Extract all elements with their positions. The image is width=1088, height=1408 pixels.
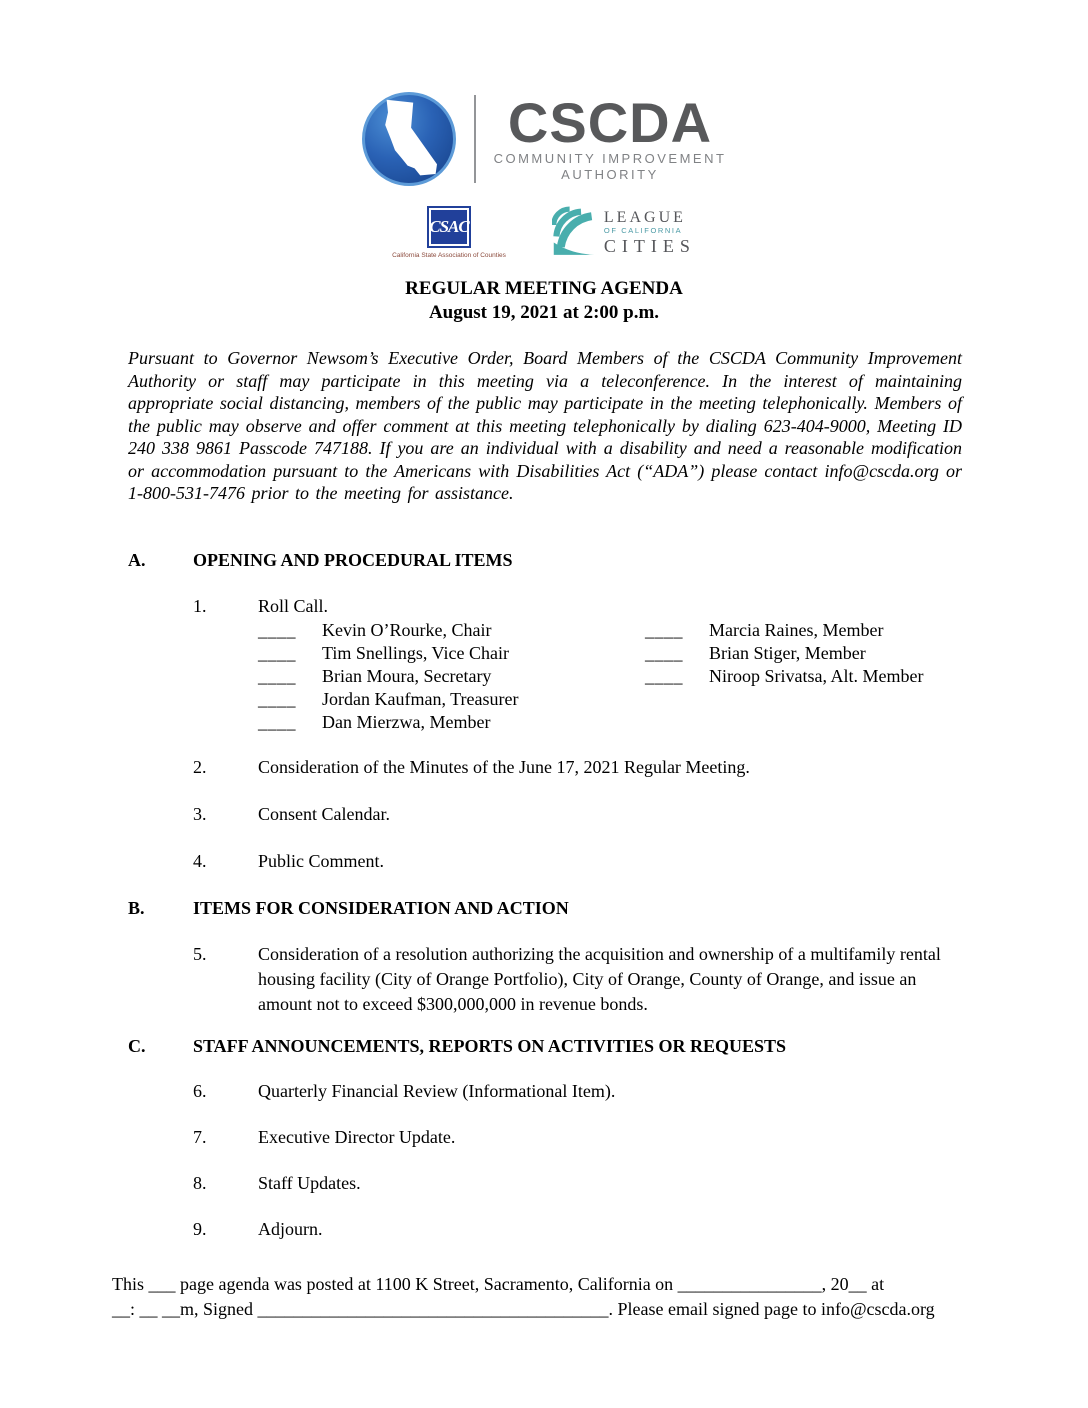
agenda-item-3: [193, 802, 962, 827]
item-text: Consideration of the Minutes of the June 17, 2021 Regular Meeting.: [258, 756, 750, 777]
section-heading-b: [128, 897, 962, 920]
roll-call-name: Marcia Raines, Member: [709, 619, 884, 640]
item-text: Consent Calendar.: [258, 803, 390, 824]
meeting-datetime: August 19, 2021 at 2:00 p.m.: [428, 302, 660, 323]
cscda-logo: [0, 92, 1088, 186]
section-letter: A.: [128, 549, 146, 570]
roll-call-entry: [258, 619, 645, 642]
roll-call-entry: [258, 688, 645, 711]
footer-line2: __: __ __m, Signed _______________________________________. Please email signed page to info@cscda.org: [112, 1299, 935, 1319]
roll-call-blank: ____: [645, 619, 683, 640]
roll-call-blank: ____: [645, 642, 683, 663]
agenda-item-1: [193, 594, 962, 619]
section-title: OPENING AND PROCEDURAL ITEMS: [193, 549, 513, 570]
section-title: ITEMS FOR CONSIDERATION AND ACTION: [193, 897, 569, 918]
agenda-item-6: [193, 1079, 962, 1104]
roll-call-name: Brian Moura, Secretary: [322, 665, 492, 686]
posting-certification-footer: [112, 1272, 988, 1322]
roll-call-entry: [645, 642, 923, 665]
roll-call-blank: ____: [258, 688, 296, 709]
roll-call-left-column: [258, 619, 645, 734]
roll-call-blank: ____: [258, 665, 296, 686]
agenda-item-2: [193, 755, 962, 780]
roll-call-name: Dan Mierzwa, Member: [322, 711, 491, 732]
league-line1: LEAGUE: [603, 208, 686, 226]
roll-call-name: Tim Snellings, Vice Chair: [322, 642, 509, 663]
csac-acronym: CSAC: [429, 217, 469, 236]
roll-call-blank: ____: [258, 711, 296, 732]
footer-line1: This ___ page agenda was posted at 1100 K Street, Sacramento, California on ________________, 20__ at: [112, 1274, 885, 1294]
item-text: Quarterly Financial Review (Informational Item).: [258, 1080, 616, 1101]
item-number: 6.: [193, 1080, 207, 1101]
section-letter: B.: [128, 897, 145, 918]
csac-monogram-icon: [427, 206, 471, 248]
meeting-title-block: [0, 277, 1088, 325]
california-globe-icon: [362, 92, 456, 186]
roll-call-entry: [258, 642, 645, 665]
item-number: 4.: [193, 850, 207, 871]
item-text: Executive Director Update.: [258, 1126, 456, 1147]
agenda-item-7: [193, 1125, 962, 1150]
agenda-body: [128, 549, 962, 1242]
logo-divider: [474, 95, 476, 183]
item-text: Staff Updates.: [258, 1172, 361, 1193]
csac-caption: California State Association of Counties: [392, 252, 506, 259]
roll-call-name: Brian Stiger, Member: [709, 642, 866, 663]
league-wordmark: [604, 209, 696, 256]
logo-subtitle-line2: AUTHORITY: [561, 167, 659, 182]
item-number: 3.: [193, 803, 207, 824]
section-heading-c: [128, 1035, 962, 1058]
agenda-item-4: [193, 849, 962, 874]
league-line3: CITIES: [603, 235, 696, 256]
roll-call-right-column: [645, 619, 923, 734]
logo-wordmark: [493, 91, 727, 183]
league-of-california-cities-logo: [552, 206, 696, 258]
roll-call-entry: [258, 665, 645, 688]
item-text: Public Comment.: [258, 850, 384, 871]
logo-subtitle-line1: COMMUNITY IMPROVEMENT: [493, 151, 727, 166]
item-number: 9.: [193, 1218, 207, 1239]
roll-call-blank: ____: [258, 642, 296, 663]
teleconference-notice: Pursuant to Governor Newsom’s Executive Order, Board Members of the CSCDA Community Improvement Authority or staff may participate in this meeting via a teleconference. In the interest of maintaining appropriate social distancing, members of the public may participate in the meeting telephonically. Members of the public may observe and offer comment at this meeting telephonically by dialing 623-404-9000, Meeting ID 240 338 9861 Passcode 747188. If you are an individual with a disability and need a reasonable modification or accommodation pursuant to the Americans with Disabilities Act (“ADA”) please contact info@cscda.org or 1-800-531-7476 prior to the meeting for assistance.: [128, 348, 962, 503]
section-letter: C.: [128, 1035, 146, 1056]
roll-call-name: Kevin O’Rourke, Chair: [322, 619, 492, 640]
item-number: 8.: [193, 1172, 207, 1193]
document-header: [0, 0, 1088, 325]
item-number: 7.: [193, 1126, 207, 1147]
roll-call-entry: [645, 665, 923, 688]
partner-logos: [0, 206, 1088, 259]
roll-call-name: Niroop Srivatsa, Alt. Member: [709, 665, 924, 686]
agenda-item-8: [193, 1171, 962, 1196]
section-heading-a: [128, 549, 962, 572]
roll-call-list: [258, 619, 962, 734]
csac-logo: [392, 206, 506, 259]
roll-call-blank: ____: [258, 619, 296, 640]
item-text: Consideration of a resolution authorizing the acquisition and ownership of a multifamily rental housing facility (City of Orange Portfolio), City of Orange, County of Orange, and issue an amount not to exceed $300,000,000 in revenue bonds.: [258, 943, 941, 1014]
roll-call-entry: [258, 711, 645, 734]
california-map-icon: [374, 97, 444, 181]
item-number: 1.: [193, 595, 207, 616]
roll-call-blank: ____: [645, 665, 683, 686]
agenda-item-9: [193, 1217, 962, 1242]
meeting-title: REGULAR MEETING AGENDA: [405, 278, 683, 299]
item-text: Adjourn.: [258, 1218, 323, 1239]
agenda-item-5: [193, 942, 962, 1017]
roll-call-entry: [645, 619, 923, 642]
item-text: Roll Call.: [258, 595, 329, 616]
roll-call-name: Jordan Kaufman, Treasurer: [322, 688, 519, 709]
item-number: 5.: [193, 943, 207, 964]
item-number: 2.: [193, 756, 207, 777]
section-title: STAFF ANNOUNCEMENTS, REPORTS ON ACTIVITIES OR REQUESTS: [193, 1035, 786, 1056]
league-fan-icon: [552, 206, 596, 258]
league-line2: OF CALIFORNIA: [603, 225, 683, 235]
logo-acronym: CSCDA: [507, 91, 713, 154]
